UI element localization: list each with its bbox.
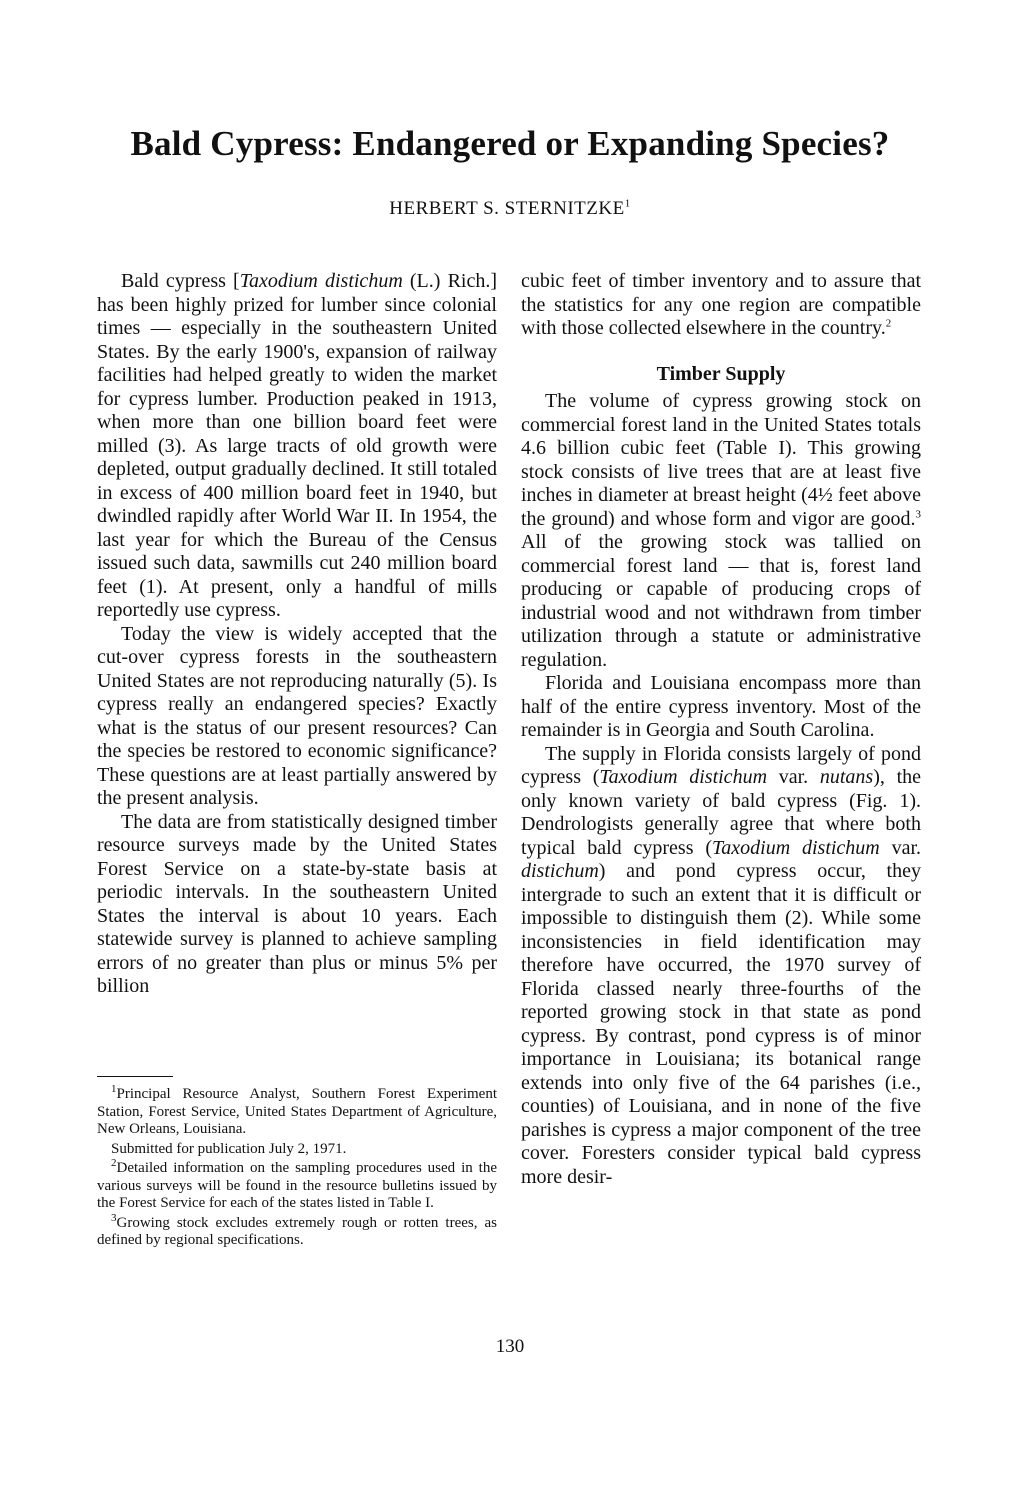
paragraph-continued: [521, 270, 921, 341]
text-run: var.: [767, 766, 820, 788]
text-run: All of the growing stock was tallied on commercial forest land — that is, forest land producing or capable of producing crops of industrial wood and not withdrawn from timber utilization through a statute or administrative regulation.: [521, 531, 921, 671]
article-title: Bald Cypress: Endangered or Expanding Species?: [130, 124, 890, 163]
footnote-ref: 2: [885, 317, 892, 330]
submission-note: Submitted for publication July 2, 1971.: [111, 1140, 347, 1157]
species-name: Taxodium distichum: [711, 836, 880, 859]
page-number: 130: [495, 1336, 525, 1357]
variety-name: distichum: [521, 860, 599, 882]
text-run: The supply in Florida consists largely of pond cypress (: [521, 742, 921, 788]
footnote-text: Detailed information on the sampling procedures used in the various surveys will be found in the resource bulletins issued by the Forest Service for each of the states listed in Table I.: [97, 1160, 497, 1211]
footnote-mark: 2: [111, 1157, 117, 1169]
author-byline: [0, 198, 1020, 220]
text-run: ) and pond cypress occur, they intergrade to such an extent that it is difficult or impossible to distinguish them (2). While some inconsistencies in field identification may therefore have occurred, the 1970 survey of Florida classed nearly three-fourths of the reported growing stock in that state as pond cypress. By contrast, pond cypress is of minor importance in Louisiana; its botanical range extends into only five of the 64 parishes (i.e., counties) of Louisiana, and in none of the five parishes is cypress a major component of the tree cover. Foresters consider typical bald cypress more desir-: [521, 860, 921, 1188]
paragraph-intro: [97, 270, 497, 623]
text-run: Bald cypress [: [121, 270, 240, 292]
footnote-mark: 1: [111, 1083, 117, 1095]
section-heading: Timber Supply: [656, 362, 786, 385]
left-column: [97, 270, 497, 999]
footnotes: [97, 1083, 497, 1252]
text-run: var.: [879, 836, 922, 859]
paragraph-questions: Today the view is widely accepted that the cut-over cypress forests in the southeastern United States are not reproducing naturally (5). Is cypress really an endangered species? Exactly what is the status of our present resources? Can the species be restored to economic significance? These questions are at least partially answered by the present analysis.: [97, 622, 497, 809]
species-name: Taxodium distichum: [599, 766, 768, 788]
footnote-ref: 3: [915, 507, 921, 520]
text-run: The volume of cypress growing stock on commercial forest land in the United States totals 4.6 billion cubic feet (Table I). This growing stock consists of live trees that are at least five inches in diameter at breast height (4½ feet above the ground) and whose form and vigor are good.: [521, 390, 921, 530]
text-run: (L.) Rich.] has been highly prized for lumber since colonial times — especially in the southeastern United States. By the early 1900's, expansion of railway facilities had helped greatly to widen the market for cypress lumber. Production peaked in 1913, when more than one billion board feet were milled (3). As large tracts of old growth were depleted, output gradually declined. It still totaled in excess of 400 million board feet in 1940, but dwindled rapidly after World War II. In 1954, the last year for which the Bureau of the Census issued such data, sawmills cut 240 million board feet (1). At present, only a handful of mills reportedly use cypress.: [97, 270, 497, 621]
footnote-rule: [97, 1076, 173, 1077]
text-run: cubic feet of timber inventory and to assure that the statistics for any one region are compatible with those collected elsewhere in the country.: [521, 270, 921, 339]
right-column: [521, 270, 921, 1189]
paragraph-florida: [521, 743, 921, 1190]
text-run: ), the only known variety of bald cypress (Fig. 1). Dendrologists generally agree that where both typical bald cypress (: [521, 766, 922, 859]
author-name: HERBERT S. STERNITZKE: [389, 198, 625, 219]
footnote-3: [97, 1211, 497, 1250]
footnote-mark: 3: [111, 1211, 117, 1224]
paragraph-volume: [521, 390, 921, 672]
variety-name: nutans: [819, 766, 874, 788]
footnote-2: [97, 1157, 497, 1213]
species-name: Taxodium distichum: [239, 270, 403, 292]
footnote-text: Principal Resource Analyst, Southern Forest Experiment Station, Forest Service, United States Department of Agriculture, New Orleans, Louisiana.: [97, 1086, 497, 1137]
paragraph-data-source: The data are from statistically designed timber resource surveys made by the United States Forest Service on a state-by-state basis at periodic intervals. In the southeastern United States the interval is about 10 years. Each statewide survey is planned to achieve sampling errors of no greater than plus or minus 5% per billion: [97, 810, 497, 997]
footnote-text: Growing stock excludes extremely rough or rotten trees, as defined by regional specifications.: [97, 1214, 497, 1248]
paragraph-distribution: Florida and Louisiana encompass more than half of the entire cypress inventory. Most of the remainder is in Georgia and South Carolina.: [521, 672, 921, 741]
author-footnote-mark: 1: [624, 197, 631, 210]
footnote-1: [97, 1083, 497, 1139]
